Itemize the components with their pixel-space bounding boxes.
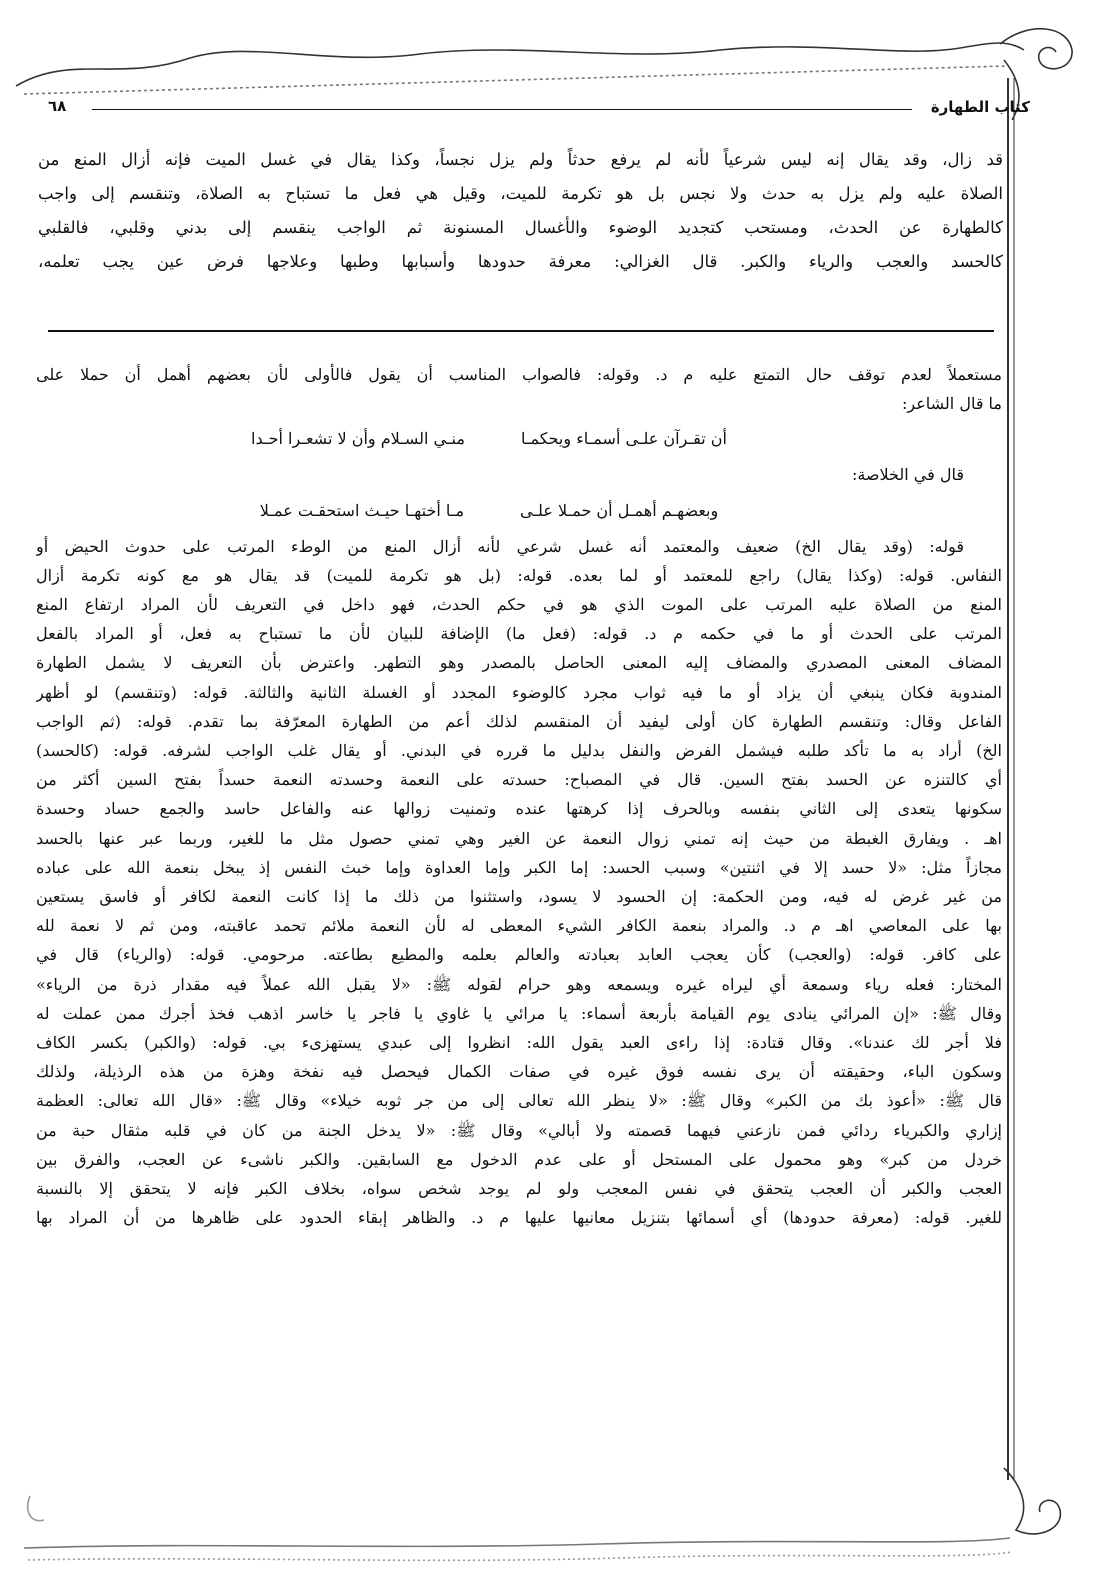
commentary-line: المندوبة فكان ينبغي أن يزاد أو ما فيه ثواب مجرد كالوضوء المجدد أو الغسلة الثانية والثالثة. قوله: (وتنقسم) لو أظهر (36, 682, 1002, 702)
verse-hemistich: مـا أختهـا حيـث استحقـت عمـلا (259, 500, 465, 520)
commentary-line: المرتب على الحدث أو ما في حكمه م د. قوله: (فعل ما) الإضافة للبيان لأن ما تستباح به فعل، أو المراد بالفعل (36, 624, 1002, 644)
commentary-line: المنع من الصلاة عليه المرتب على الموت الذي هو في حكم الحدث، فهو داخل في التعريف لأن المراد ارتفاع المنع (36, 595, 1002, 615)
commentary-line: خردل من كبر» وهو محمول على المستحل أو على عدم الدخول مع السابقين. والكبر ناشىء عن العجب، والفرق بين (36, 1149, 1002, 1169)
commentary-line: إزاري والكبرياء ردائي فمن نازعني فيهما قصمته ولا أبالي» وقال ﷺ: «لا يدخل الجنة من كان في قلبه مثقال حبة من (36, 1120, 1002, 1140)
verse-hemistich: منـي السـلام وأن لا تشعـرا أحـدا (251, 429, 465, 449)
verse (36, 490, 1002, 532)
commentary-line: أي كالتنزه عن الحسد بفتح السين. قال في المصباح: حسدته على النعمة وحسدته النعمة حسداً بفتح السين أكثر من (36, 770, 1002, 790)
commentary-line: مجازاً مثل: «لا حسد إلا في اثنتين» وسبب الحسد: إما الكبر وإما العداوة وإما خبث النفس إذ يبخل بنعمة الله على عباده (36, 857, 1002, 877)
verse-hemistich: وبعضهـم أهمـل أن حمـلا علـى (520, 500, 719, 520)
commentary-line: العجب والكبر أن العجب يتحقق في نفس المعجب ولو لم يوجد شخص سواه، بخلاف الكبر فإنه لا يتحقق إلا بالنسبة (36, 1179, 1002, 1199)
commentary-line: الفاعل وقال: وتنقسم الطهارة كان أولى ليفيد أن المنقسم لذلك أعم من الطهارة المعرّفة بما تقدم. قوله: (ثم الواجب (36, 711, 1002, 731)
commentary-line: للغير. قوله: (معرفة حدودها) أي أسمائها بتنزيل معانيها عليها م د. والظاهر إبقاء الحدود على ظاهرها من أن المراد بها (36, 1208, 1002, 1228)
commentary-line: النفاس. قوله: (وكذا يقال) راجع للمعتمد أو لما بعده. قوله: (بل هو تكرمة للميت) قد يقال هو مع كونه تكرمة أزال (36, 565, 1002, 585)
commentary-line: قوله: (وقد يقال الخ) ضعيف والمعتمد أنه غسل شرعي لأنه أزال المنع من الوطء المرتب على حدوث الحيض أو (36, 536, 964, 556)
commentary-line: فلا أجر لك عندنا». وقال قتادة: إذا راءى العبد يقول الله: انظروا إلى عبدي يستهزىء بي. قوله: (والكبر) بكسر الكاف (36, 1033, 1002, 1053)
commentary-line: المختار: فعله رياء وسمعة أي ليراه غيره ويسمعه وهو حرام لقوله ﷺ: «لا يقبل الله عملاً فيه مقدار ذرة من الرياء» (36, 974, 1002, 994)
main-line: الصلاة عليه ولم يزل به حدث ولا نجس بل هو تكرمة للميت، وقيل هي فعل ما تستباح به الصلاة، وتنقسم إلى واجب (38, 184, 1003, 203)
page-header (30, 96, 1030, 126)
commentary-line: من غير غرض له فيه، ومن الحكمة: إن الحسود لا يسود، واستثنوا من ذلك ما إذا كانت النعمة لكافر أو فاسق يستعين (36, 887, 1002, 907)
page-number: ٦٨ (48, 97, 67, 115)
commentary-line: وسكون الباء، وحقيقته أن يرى نفسه فوق غيره في صفات الكمال فيحصل فيه نفخة وهزة من هذه الرذيلة، ولذلك (36, 1062, 1002, 1082)
verse (36, 418, 1002, 460)
section-separator (48, 330, 994, 332)
book-title: كتاب الطهارة (930, 98, 1030, 116)
commentary-line: مستعملاً لعدم توقف حال التمتع عليه م د. وقوله: فالصواب المناسب أن يقول فالأولى لأن بعضهم أهمل أن حملا على (36, 365, 1002, 384)
main-line: كالطهارة عن الحدث، ومستحب كتجديد الوضوء والأغسال المسنونة ثم الواجب ينقسم إلى بدني وقلبي، فالقلبي (38, 218, 1003, 237)
main-text (38, 143, 1003, 279)
verse-hemistich: أن تقـرآن علـى أسمـاء ويحكمـا (520, 429, 727, 449)
main-line: قد زال، وقد يقال إنه ليس شرعياً لأنه لم يرفع حدثاً ولم يزل نجساً، وكذا يقال في غسل الميت فإنه أزال المنع من (38, 150, 1003, 169)
commentary-line: المضاف المعنى المصدري والمضاف إليه المعنى الحاصل بالمصدر وهو التطهر. واعترض بأن التعريف لا يشمل الطهارة (36, 653, 1002, 673)
commentary-line: على كافر. قوله: (والعجب) كأن يعجب العابد بعبادته والعالم بعلمه والمطيع بطاعته. مرحومي. قوله: (والرياء) قال في (36, 945, 1002, 965)
commentary-body (36, 532, 1002, 1233)
commentary-line: الخ) أراد به ما تأكد طلبه فيشمل الفرض والنفل بدليل ما قرره في البدني. أو يقال غلب الواجب لشرفه. قوله: (كالحسد) (36, 741, 1002, 761)
commentary-line: ما قال الشاعر: (902, 394, 1002, 414)
commentary-line: سكونها يتعدى إلى الثاني بنفسه وبالحرف إذا كرهتها عنده وتمنيت زوالها عنه والفاعل حاسد والجمع حساد وحسدة (36, 799, 1002, 819)
commentary-line: اهـ . ويفارق الغبطة من حيث إنه تمني زوال النعمة عن الغير وهي تمني حصول مثل ما للغير، وربما عبر عنها بالحسد (36, 828, 1002, 848)
main-line: كالحسد والعجب والرياء والكبر. قال الغزالي: معرفة حدودها وأسبابها وطبها وعلاجها فرض عين يجب تعلمه، (38, 252, 1003, 271)
header-rule (92, 109, 912, 110)
commentary-line: قال ﷺ: «أعوذ بك من الكبر» وقال ﷺ: «لا ينظر الله تعالى إلى من جر ثوبه خيلاء» وقال ﷺ: «قال الله تعالى: العظمة (36, 1091, 1002, 1111)
commentary-line: وقال ﷺ: «إن المرائي ينادى يوم القيامة بأربعة أسماء: يا مرائي يا غاوي يا فاجر يا خاسر اذهب فخذ أجرك ممن عملت له (36, 1003, 1002, 1023)
commentary-line: بها على المعاصي اهـ م د. والمراد بنعمة الكافر الشيء المعطى له لأن النعمة ملائم تحمد عاقبته، ومن ثم لا نعمة لله (36, 916, 1002, 936)
commentary (36, 360, 1002, 1232)
commentary-line: قال في الخلاصة: (851, 465, 964, 485)
